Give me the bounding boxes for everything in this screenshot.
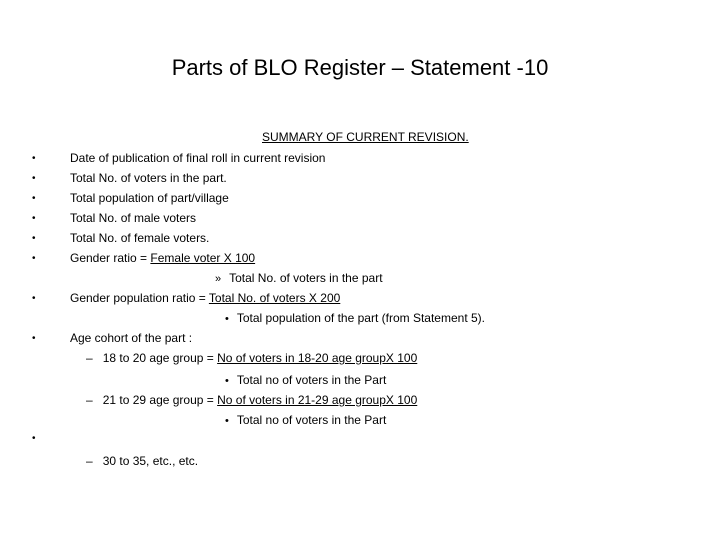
list-item-age-cohort: Age cohort of the part : (70, 331, 193, 345)
bullet-marker-icon: • (225, 415, 229, 427)
gender-pop-denominator: Total population of the part (from Statement 5). (236, 311, 485, 325)
age-group-denominator: Total no of voters in the Part (236, 413, 387, 427)
bullet-marker-icon: • (225, 375, 229, 387)
dash-marker: – (86, 351, 93, 365)
bullet: • (32, 253, 36, 264)
bullet-marker-icon: • (225, 313, 229, 325)
bullet: • (32, 193, 36, 204)
age-group-label: 18 to 20 age group = (102, 351, 218, 365)
list-item-male-voters: Total No. of male voters (70, 211, 197, 225)
age-group-denominator: Total no of voters in the Part (236, 373, 387, 387)
age-group-item (86, 350, 417, 366)
age-group-item (86, 392, 417, 408)
list-item-total-voters: Total No. of voters in the part. (70, 171, 227, 185)
gender-ratio-denominator: Total No. of voters in the part (229, 271, 383, 285)
list-item-gender-population-ratio (70, 290, 340, 306)
age-group-item (86, 453, 198, 469)
summary-heading: SUMMARY OF CURRENT REVISION. (262, 130, 469, 144)
bullet: • (32, 153, 36, 164)
arrow-marker-icon: » (215, 273, 222, 285)
gender-pop-label: Gender population ratio = (70, 291, 209, 305)
list-item-publication-date: Date of publication of final roll in current revision (70, 151, 326, 165)
gender-ratio-denominator-line (215, 270, 383, 287)
age-group-label: 21 to 29 age group = (102, 393, 218, 407)
bullet: • (32, 433, 36, 444)
age-group-denominator-line (225, 372, 386, 389)
bullet: • (32, 173, 36, 184)
gender-pop-numerator: Total No. of voters X 200 (208, 291, 341, 305)
bullet: • (32, 293, 36, 304)
list-item-total-population: Total population of part/village (70, 191, 229, 205)
age-group-label: 30 to 35, etc., etc. (102, 454, 199, 468)
gender-pop-denominator-line (225, 310, 485, 327)
dash-marker: – (86, 454, 93, 468)
gender-ratio-label: Gender ratio = (70, 251, 151, 265)
bullet: • (32, 233, 36, 244)
age-group-numerator: No of voters in 18-20 age groupX 100 (217, 351, 418, 365)
list-item-female-voters: Total No. of female voters. (70, 231, 210, 245)
page-title: Parts of BLO Register – Statement -10 (171, 55, 549, 80)
age-group-denominator-line (225, 412, 386, 429)
age-group-numerator: No of voters in 21-29 age groupX 100 (217, 393, 418, 407)
list-item-gender-ratio (70, 250, 255, 266)
gender-ratio-numerator: Female voter X 100 (150, 251, 256, 265)
bullet: • (32, 213, 36, 224)
bullet: • (32, 333, 36, 344)
dash-marker: – (86, 393, 93, 407)
